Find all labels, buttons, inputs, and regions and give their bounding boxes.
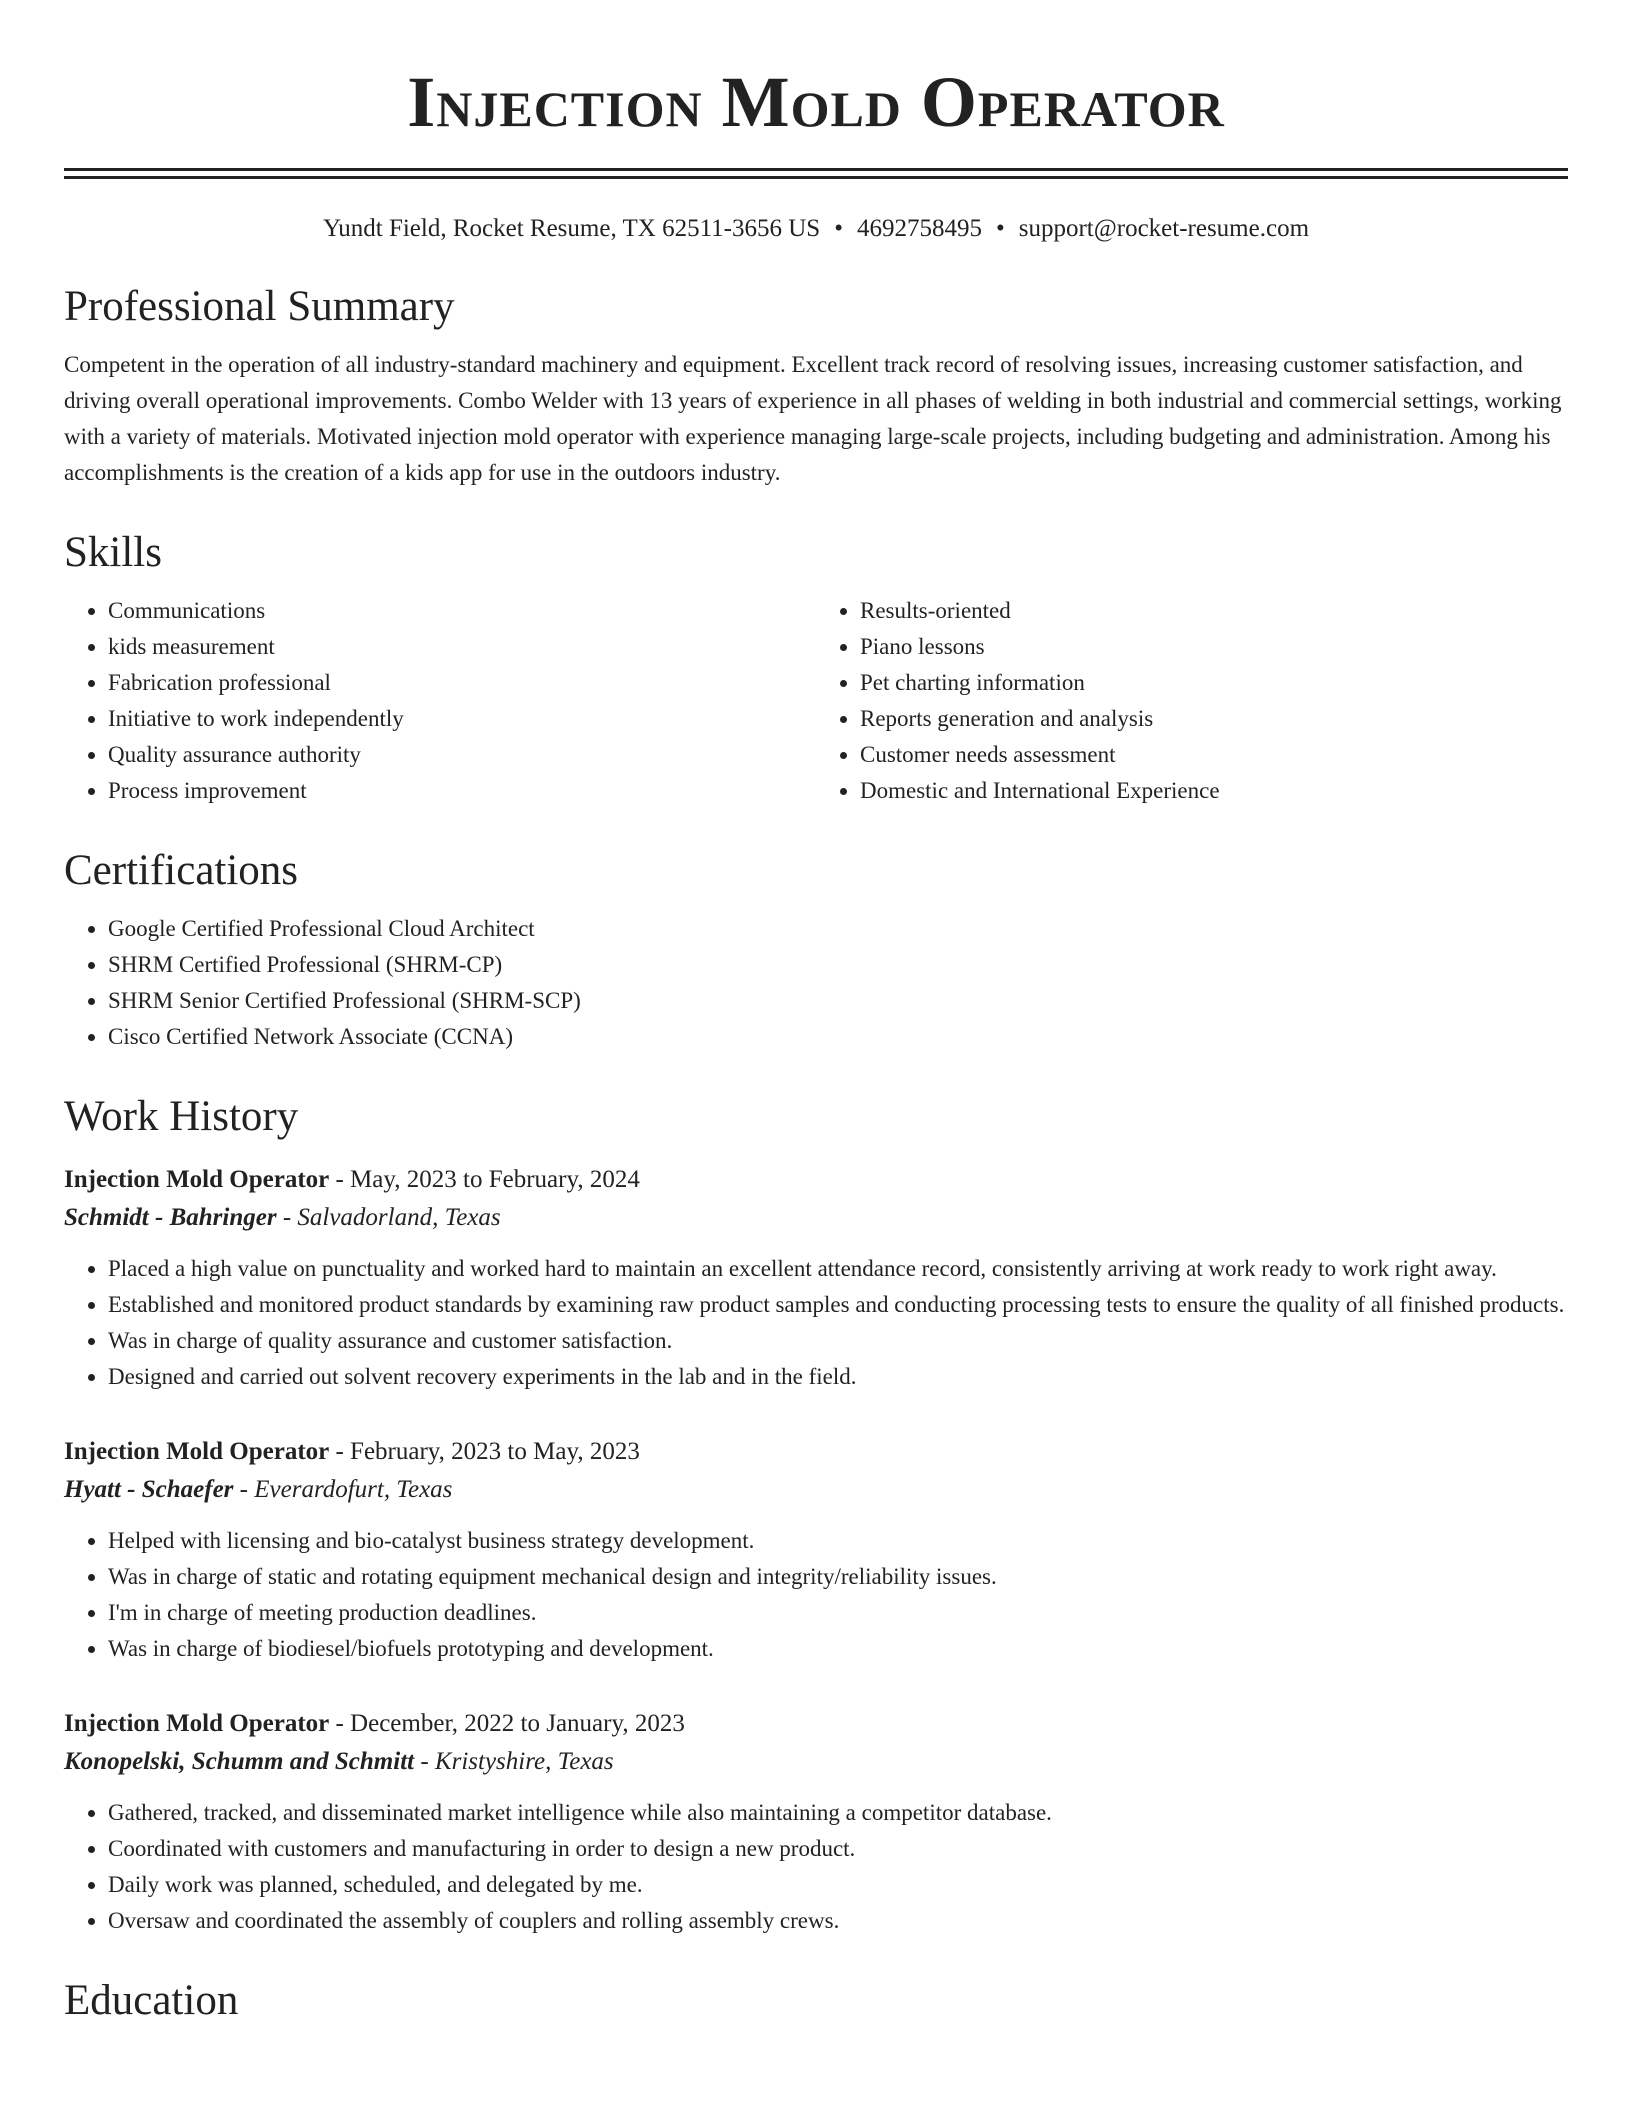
skill-item: • Results-oriented xyxy=(860,593,1568,629)
job-duties-list xyxy=(64,1795,1568,1939)
skill-item: • Process improvement xyxy=(108,773,816,809)
skill-item: • Customer needs assessment xyxy=(860,737,1568,773)
job-title-line xyxy=(64,1161,1568,1199)
job-location: - Everardofurt, Texas xyxy=(233,1476,453,1503)
job-duty-item: • I'm in charge of meeting production deadlines. xyxy=(108,1595,1568,1631)
resume-name: Injection Mold Operator xyxy=(407,62,1225,142)
summary-text: Competent in the operation of all industry-standard machinery and equipment. Excellent track record of resolving issues, increasing customer satisfaction, and driving overall operational improvements. Combo Welder with 13 years of experience in all phases of welding in both industrial and commercial settings, working with a variety of materials. Motivated injection mold operator with experience managing large-scale projects, including budgeting and administration. Among his accomplishments is the creation of a kids app for use in the outdoors industry. xyxy=(64,352,1562,485)
job-location: - Salvadorland, Texas xyxy=(276,1204,501,1231)
header-divider-bottom xyxy=(64,176,1568,179)
skill-item: • Communications xyxy=(108,593,816,629)
contact-email: support@rocket-resume.com xyxy=(1018,215,1310,242)
skill-item: • Pet charting information xyxy=(860,665,1568,701)
job-duty-item: • Was in charge of biodiesel/biofuels prototyping and development. xyxy=(108,1631,1568,1667)
job-entry xyxy=(64,1433,1568,1667)
job-duties-list xyxy=(64,1251,1568,1395)
contact-address: Yundt Field, Rocket Resume, TX 62511-3656 US xyxy=(322,215,821,242)
certification-item: • Cisco Certified Network Associate (CCNA) xyxy=(108,1019,1568,1055)
skill-item: • Reports generation and analysis xyxy=(860,701,1568,737)
education-heading: Education xyxy=(64,1977,239,2024)
job-title: Injection Mold Operator xyxy=(64,1166,330,1193)
job-company: Schmidt - Bahringer xyxy=(64,1204,277,1231)
skill-item: • Piano lessons xyxy=(860,629,1568,665)
skills-list xyxy=(64,593,1568,809)
certification-item: • Google Certified Professional Cloud Architect xyxy=(108,911,1568,947)
skill-item: • Quality assurance authority xyxy=(108,737,816,773)
skills-column-left xyxy=(64,593,816,809)
certifications-list xyxy=(64,911,1568,1055)
job-duty-item: • Placed a high value on punctuality and worked hard to maintain an excellent attendance record, consistently arriving at work ready to work right away. xyxy=(108,1251,1568,1287)
contact-separator: • xyxy=(995,215,1005,242)
job-title: Injection Mold Operator xyxy=(64,1438,330,1465)
header-divider-top xyxy=(64,168,1568,171)
skills-column-right xyxy=(816,593,1568,809)
skill-item: • kids measurement xyxy=(108,629,816,665)
contact-line xyxy=(64,213,1568,245)
job-location: - Kristyshire, Texas xyxy=(414,1748,614,1775)
job-duty-item: • Oversaw and coordinated the assembly of couplers and rolling assembly crews. xyxy=(108,1903,1568,1939)
skill-item: • Domestic and International Experience xyxy=(860,773,1568,809)
job-duty-item: • Helped with licensing and bio-catalyst business strategy development. xyxy=(108,1523,1568,1559)
summary-heading: Professional Summary xyxy=(64,283,455,330)
certifications-heading: Certifications xyxy=(64,847,299,894)
certification-item: • SHRM Senior Certified Professional (SHRM-SCP) xyxy=(108,983,1568,1019)
contact-phone: 4692758495 xyxy=(856,215,982,242)
job-dates: - December, 2022 to January, 2023 xyxy=(329,1710,685,1737)
job-entry xyxy=(64,1705,1568,1939)
job-duty-item: • Was in charge of quality assurance and customer satisfaction. xyxy=(108,1323,1568,1359)
resume-header xyxy=(64,0,1568,179)
skill-item: • Fabrication professional xyxy=(108,665,816,701)
job-duty-item: • Designed and carried out solvent recovery experiments in the lab and in the field. xyxy=(108,1359,1568,1395)
work-history-heading: Work History xyxy=(64,1093,299,1140)
job-company: Hyatt - Schaefer xyxy=(64,1476,234,1503)
skill-item: • Initiative to work independently xyxy=(108,701,816,737)
job-company-line xyxy=(64,1471,1568,1509)
certification-item: • SHRM Certified Professional (SHRM-CP) xyxy=(108,947,1568,983)
job-dates: - May, 2023 to February, 2024 xyxy=(329,1166,640,1193)
job-title-line xyxy=(64,1705,1568,1743)
job-company: Konopelski, Schumm and Schmitt xyxy=(64,1748,415,1775)
skills-heading: Skills xyxy=(64,529,162,576)
contact-separator: • xyxy=(834,215,843,242)
job-duty-item: • Established and monitored product standards by examining raw product samples and conducting processing tests to ensure the quality of all finished products. xyxy=(108,1287,1568,1323)
job-duty-item: • Daily work was planned, scheduled, and delegated by me. xyxy=(108,1867,1568,1903)
job-company-line xyxy=(64,1199,1568,1237)
job-duty-item: • Was in charge of static and rotating equipment mechanical design and integrity/reliability issues. xyxy=(108,1559,1568,1595)
job-duties-list xyxy=(64,1523,1568,1667)
job-duty-item: • Coordinated with customers and manufacturing in order to design a new product. xyxy=(108,1831,1568,1867)
job-title-line xyxy=(64,1433,1568,1471)
job-dates: - February, 2023 to May, 2023 xyxy=(329,1438,640,1465)
job-entry xyxy=(64,1161,1568,1395)
job-duty-item: • Gathered, tracked, and disseminated market intelligence while also maintaining a competitor database. xyxy=(108,1795,1568,1831)
job-title: Injection Mold Operator xyxy=(64,1710,330,1737)
job-company-line xyxy=(64,1743,1568,1781)
